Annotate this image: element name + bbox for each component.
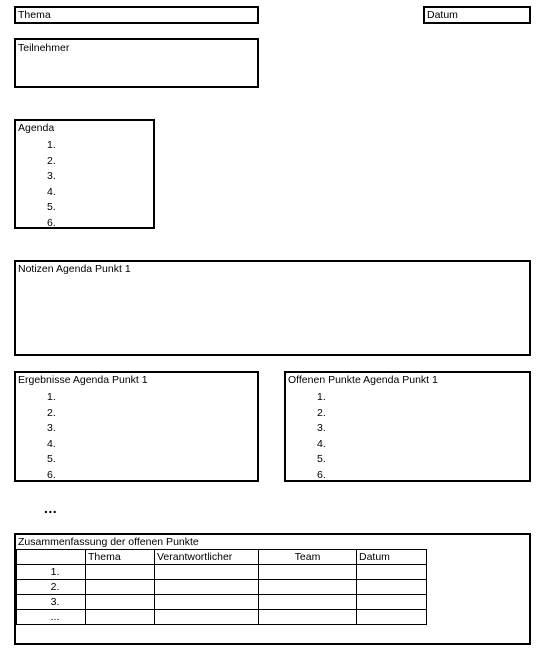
results-item: 5. [47, 453, 56, 466]
thema-box[interactable] [14, 6, 259, 24]
row-number: 2. [17, 580, 86, 595]
summary-box[interactable] [14, 533, 531, 645]
agenda-item: 3. [47, 170, 56, 183]
table-cell[interactable] [155, 580, 259, 595]
summary-table [16, 549, 427, 625]
summary-header-row [17, 550, 427, 565]
open-points-item: 1. [317, 391, 326, 403]
participants-box[interactable] [14, 38, 259, 88]
table-cell[interactable] [155, 610, 259, 625]
open-points-item: 5. [317, 453, 326, 466]
table-cell[interactable] [259, 610, 357, 625]
results-item: 3. [47, 422, 56, 435]
open-points-item: 3. [317, 422, 326, 435]
table-cell[interactable] [155, 595, 259, 610]
table-cell[interactable] [357, 595, 427, 610]
table-cell[interactable] [259, 565, 357, 580]
open-points-box[interactable] [284, 371, 531, 482]
agenda-item: 1. [47, 139, 56, 151]
table-row [17, 595, 427, 610]
table-cell[interactable] [259, 595, 357, 610]
participants-label: Teilnehmer [18, 42, 70, 54]
open-points-item: 4. [317, 437, 326, 450]
datum-label: Datum [427, 9, 458, 21]
summary-header-verantwortlicher: Verantwortlicher [155, 550, 259, 565]
table-row [17, 565, 427, 580]
summary-header-datum: Datum [357, 550, 427, 565]
datum-box[interactable] [423, 6, 531, 24]
table-row [17, 610, 427, 625]
results-item: 2. [47, 406, 56, 419]
notes-box[interactable] [14, 260, 531, 356]
agenda-item: 5. [47, 201, 56, 214]
open-points-item: 6. [317, 468, 326, 481]
open-points-label: Offenen Punkte Agenda Punkt 1 [288, 374, 438, 386]
agenda-item: 6. [47, 216, 56, 229]
summary-label: Zusammenfassung der offenen Punkte [18, 536, 199, 548]
results-item: 6. [47, 468, 56, 481]
summary-header-team: Team [259, 550, 357, 565]
agenda-box[interactable] [14, 119, 155, 229]
summary-header-thema: Thema [86, 550, 155, 565]
results-box[interactable] [14, 371, 259, 482]
summary-header-cell [17, 550, 86, 565]
open-points-list [317, 390, 326, 484]
notes-label: Notizen Agenda Punkt 1 [18, 263, 131, 275]
row-number: ... [17, 610, 86, 625]
agenda-list [47, 138, 56, 232]
table-cell[interactable] [86, 580, 155, 595]
agenda-label: Agenda [18, 122, 55, 134]
continuation-ellipsis: ... [44, 500, 58, 516]
table-cell[interactable] [86, 610, 155, 625]
row-number: 1. [17, 565, 86, 580]
table-row [17, 580, 427, 595]
table-cell[interactable] [259, 580, 357, 595]
agenda-item: 2. [47, 154, 56, 167]
thema-label: Thema [18, 9, 51, 21]
results-list [47, 390, 56, 484]
table-cell[interactable] [357, 580, 427, 595]
row-number: 3. [17, 595, 86, 610]
table-cell[interactable] [357, 610, 427, 625]
table-cell[interactable] [86, 565, 155, 580]
open-points-item: 2. [317, 406, 326, 419]
results-item: 4. [47, 437, 56, 450]
table-cell[interactable] [357, 565, 427, 580]
table-cell[interactable] [86, 595, 155, 610]
table-cell[interactable] [155, 565, 259, 580]
results-item: 1. [47, 391, 56, 403]
agenda-item: 4. [47, 185, 56, 198]
results-label: Ergebnisse Agenda Punkt 1 [18, 374, 148, 386]
